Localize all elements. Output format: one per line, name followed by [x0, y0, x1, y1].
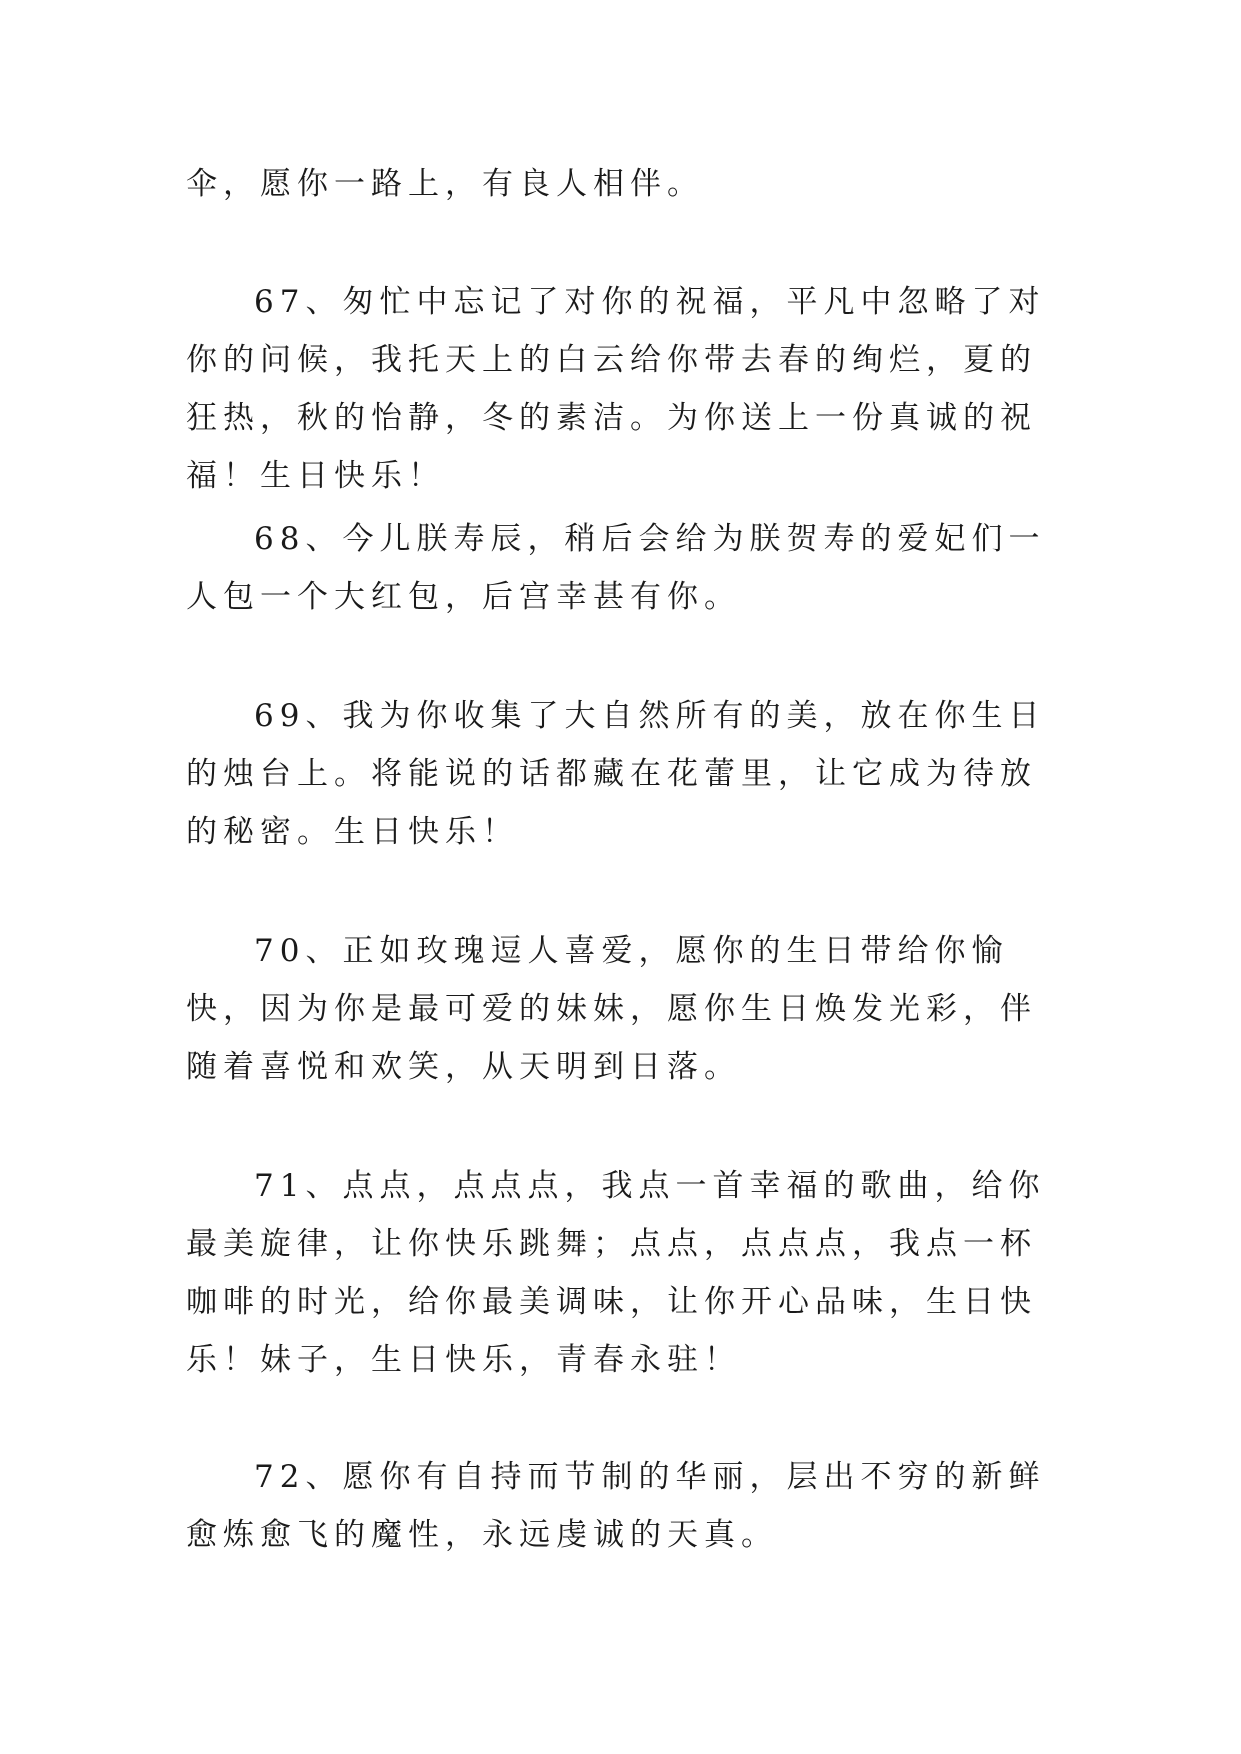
- paragraph-71: 71、点点，点点点，我点一首幸福的歌曲，给你最美旋律，让你快乐跳舞；点点，点点点，我点一杯咖啡的时光，给你最美调味，让你开心品味，生日快乐！妹子，生日快乐，青春永驻！: [186, 1168, 1046, 1378]
- paragraph-70: 70、正如玫瑰逗人喜爱，愿你的生日带给你愉快，因为你是最可爱的妹妹，愿你生日焕发光彩，伴随着喜悦和欢笑，从天明到日落。: [186, 933, 1037, 1085]
- paragraph-continuation: 伞，愿你一路上，有良人相伴。: [186, 166, 704, 202]
- paragraph-68: 68、今儿朕寿辰，稍后会给为朕贺寿的爱妃们一人包一个大红包，后宫幸甚有你。: [186, 521, 1046, 615]
- paragraph-72: 72、愿你有自持而节制的华丽，层出不穷的新鲜愈炼愈飞的魔性，永远虔诚的天真。: [186, 1459, 1046, 1553]
- paragraph-69: 69、我为你收集了大自然所有的美，放在你生日的烛台上。将能说的话都藏在花蕾里，让它成为待放的秘密。生日快乐！: [186, 698, 1046, 850]
- paragraph-67: 67、匆忙中忘记了对你的祝福，平凡中忽略了对你的问候，我托天上的白云给你带去春的绚烂，夏的狂热，秋的怡静，冬的素洁。为你送上一份真诚的祝福！生日快乐！: [186, 284, 1046, 494]
